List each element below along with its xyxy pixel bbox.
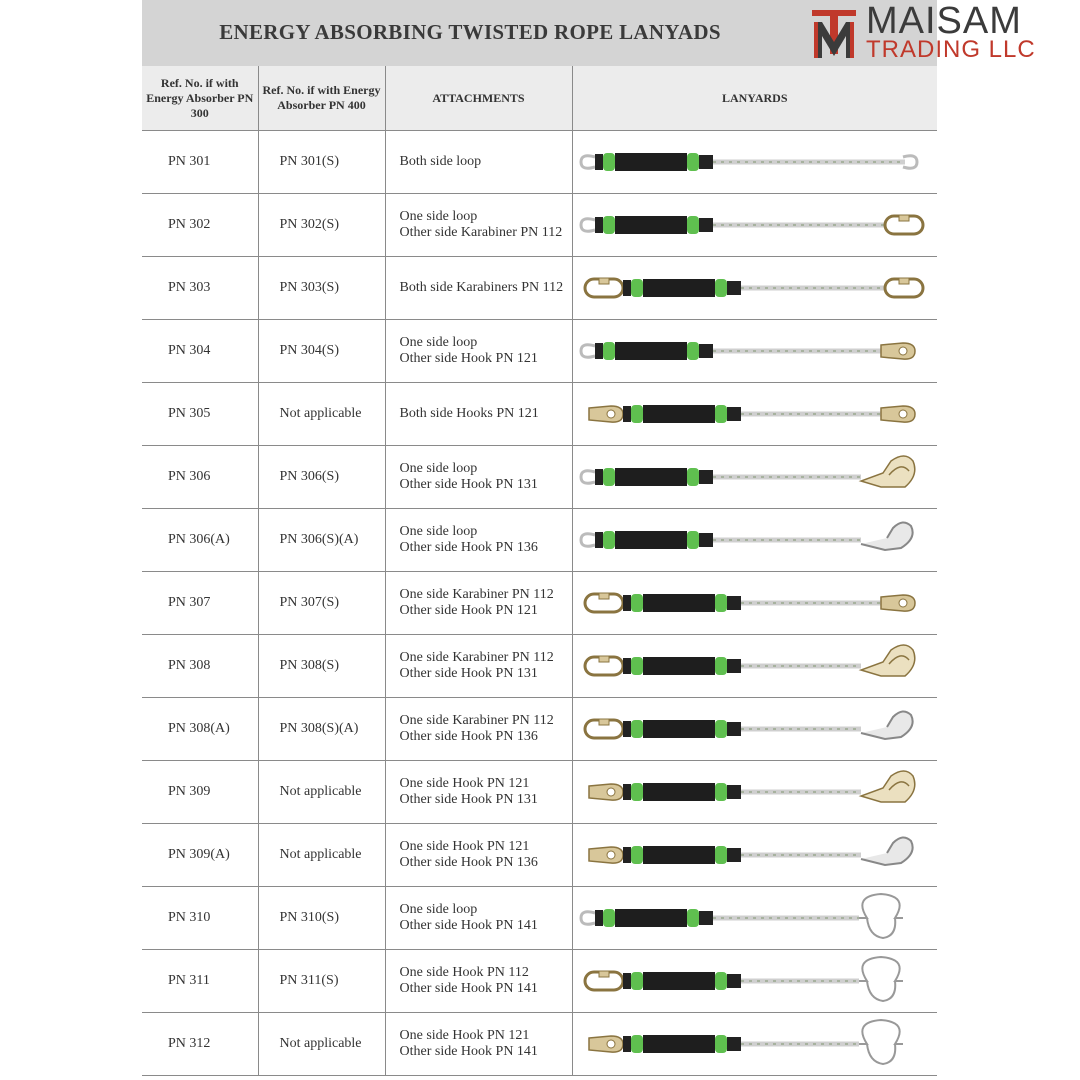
col-header-attachments: ATTACHMENTS bbox=[385, 66, 572, 131]
attachment-line: One side Karabiner PN 112 bbox=[399, 587, 554, 602]
lanyard-icon bbox=[573, 509, 938, 571]
attachment-line: One side Hook PN 121 bbox=[399, 776, 530, 791]
attachment-line: Other side Hook PN 121 bbox=[399, 603, 538, 618]
attachments-cell bbox=[385, 446, 572, 509]
pn300-cell: PN 308(A) bbox=[142, 698, 258, 761]
lanyard-image-cell bbox=[572, 383, 937, 446]
snap-hook-icon bbox=[881, 406, 915, 422]
table-row bbox=[142, 446, 937, 509]
attachments-cell bbox=[385, 635, 572, 698]
energy-absorber-icon bbox=[643, 657, 715, 675]
scaffold-hook-icon bbox=[861, 456, 915, 487]
table-row bbox=[142, 572, 937, 635]
lanyard-image-cell bbox=[572, 761, 937, 824]
attachment-line: One side loop bbox=[399, 902, 478, 917]
attachments-cell bbox=[385, 194, 572, 257]
lanyard-icon bbox=[573, 887, 938, 949]
lanyard-image-cell bbox=[572, 131, 937, 194]
lanyard-icon bbox=[573, 635, 938, 697]
attachment-line: Other side Hook PN 136 bbox=[399, 729, 538, 744]
lanyard-image-cell bbox=[572, 635, 937, 698]
energy-absorber-icon bbox=[643, 279, 715, 297]
lanyard-image-cell bbox=[572, 446, 937, 509]
attachment-line: Both side loop bbox=[399, 154, 482, 169]
energy-absorber-icon bbox=[615, 909, 687, 927]
attachments-cell bbox=[385, 698, 572, 761]
attachment-line: Other side Karabiner PN 112 bbox=[399, 225, 563, 240]
pn400-cell: PN 303(S) bbox=[258, 257, 385, 320]
pole-strap-hook-icon bbox=[859, 1020, 903, 1064]
pole-strap-hook-icon bbox=[859, 894, 903, 938]
lanyard-icon bbox=[573, 761, 938, 823]
attachments-cell bbox=[385, 761, 572, 824]
snap-hook-icon bbox=[589, 784, 623, 800]
pn400-cell: PN 302(S) bbox=[258, 194, 385, 257]
aluminium-hook-icon bbox=[861, 711, 913, 739]
attachments-cell bbox=[385, 257, 572, 320]
loop-end-icon bbox=[581, 912, 595, 924]
attachments-cell bbox=[385, 131, 572, 194]
lanyard-icon bbox=[573, 320, 938, 382]
attachment-line: Other side Hook PN 136 bbox=[399, 855, 538, 870]
lanyard-image-cell bbox=[572, 824, 937, 887]
lanyard-icon bbox=[573, 194, 938, 256]
pn400-cell: PN 307(S) bbox=[258, 572, 385, 635]
table-row bbox=[142, 887, 937, 950]
table-row bbox=[142, 257, 937, 320]
scaffold-hook-icon bbox=[861, 645, 915, 676]
pn400-cell: Not applicable bbox=[258, 1013, 385, 1076]
pn300-cell: PN 311 bbox=[142, 950, 258, 1013]
loop-end-icon bbox=[581, 471, 595, 483]
pn300-cell: PN 303 bbox=[142, 257, 258, 320]
lanyard-image-cell bbox=[572, 887, 937, 950]
attachment-line: One side Karabiner PN 112 bbox=[399, 713, 554, 728]
col-header-lanyards: LANYARDS bbox=[572, 66, 937, 131]
attachment-line: Other side Hook PN 141 bbox=[399, 981, 538, 996]
energy-absorber-icon bbox=[643, 972, 715, 990]
snap-hook-icon bbox=[589, 1036, 623, 1052]
table-row bbox=[142, 509, 937, 572]
table-row bbox=[142, 698, 937, 761]
energy-absorber-icon bbox=[615, 531, 687, 549]
table-row bbox=[142, 950, 937, 1013]
energy-absorber-icon bbox=[643, 846, 715, 864]
pn300-cell: PN 308 bbox=[142, 635, 258, 698]
loop-end-icon bbox=[581, 345, 595, 357]
pn400-cell: PN 308(S) bbox=[258, 635, 385, 698]
attachments-cell bbox=[385, 572, 572, 635]
page-title: ENERGY ABSORBING TWISTED ROPE LANYADS bbox=[219, 20, 721, 44]
lanyard-image-cell bbox=[572, 698, 937, 761]
attachment-line: One side loop bbox=[399, 209, 478, 224]
pn400-cell: PN 304(S) bbox=[258, 320, 385, 383]
lanyard-table bbox=[142, 66, 937, 1076]
snap-hook-icon bbox=[589, 847, 623, 863]
col-header-pn400: Ref. No. if with Energy Absorber PN 400 bbox=[258, 66, 385, 131]
lanyard-icon bbox=[573, 446, 938, 508]
table-header-row bbox=[142, 66, 937, 131]
attachments-cell bbox=[385, 887, 572, 950]
table-row bbox=[142, 320, 937, 383]
energy-absorber-icon bbox=[643, 1035, 715, 1053]
lanyard-icon bbox=[573, 131, 938, 193]
table-row bbox=[142, 383, 937, 446]
attachments-cell bbox=[385, 509, 572, 572]
pn300-cell: PN 306 bbox=[142, 446, 258, 509]
energy-absorber-icon bbox=[643, 405, 715, 423]
pn400-cell: PN 306(S)(A) bbox=[258, 509, 385, 572]
scaffold-hook-icon bbox=[861, 771, 915, 802]
pn400-cell: PN 306(S) bbox=[258, 446, 385, 509]
attachment-line: Other side Hook PN 141 bbox=[399, 918, 538, 933]
company-logo bbox=[808, 2, 1058, 62]
pn400-cell: PN 310(S) bbox=[258, 887, 385, 950]
attachment-line: Both side Hooks PN 121 bbox=[399, 406, 539, 421]
snap-hook-icon bbox=[589, 406, 623, 422]
energy-absorber-icon bbox=[643, 783, 715, 801]
table-row bbox=[142, 131, 937, 194]
lanyard-image-cell bbox=[572, 572, 937, 635]
lanyard-icon bbox=[573, 1013, 938, 1075]
lanyard-icon bbox=[573, 950, 938, 1012]
pn300-cell: PN 306(A) bbox=[142, 509, 258, 572]
attachment-line: Other side Hook PN 141 bbox=[399, 1044, 538, 1059]
lanyard-image-cell bbox=[572, 194, 937, 257]
pn400-cell: Not applicable bbox=[258, 824, 385, 887]
table-row bbox=[142, 761, 937, 824]
attachment-line: One side Hook PN 121 bbox=[399, 1028, 530, 1043]
attachment-line: Other side Hook PN 131 bbox=[399, 666, 538, 681]
pn300-cell: PN 307 bbox=[142, 572, 258, 635]
lanyard-icon bbox=[573, 824, 938, 886]
pn300-cell: PN 304 bbox=[142, 320, 258, 383]
attachment-line: Other side Hook PN 136 bbox=[399, 540, 538, 555]
logo-name: MAISAM bbox=[866, 0, 1022, 42]
pole-strap-hook-icon bbox=[859, 957, 903, 1001]
pn300-cell: PN 312 bbox=[142, 1013, 258, 1076]
energy-absorber-icon bbox=[615, 153, 687, 171]
attachments-cell bbox=[385, 383, 572, 446]
attachment-line: Other side Hook PN 131 bbox=[399, 792, 538, 807]
attachment-line: Other side Hook PN 131 bbox=[399, 477, 538, 492]
logo-subtitle: TRADING LLC bbox=[866, 36, 1036, 63]
lanyard-image-cell bbox=[572, 509, 937, 572]
pn300-cell: PN 310 bbox=[142, 887, 258, 950]
pn400-cell: Not applicable bbox=[258, 761, 385, 824]
attachments-cell bbox=[385, 320, 572, 383]
lanyard-icon bbox=[573, 572, 938, 634]
attachment-line: Both side Karabiners PN 112 bbox=[399, 280, 564, 295]
lanyard-image-cell bbox=[572, 320, 937, 383]
snap-hook-icon bbox=[881, 343, 915, 359]
pn300-cell: PN 309 bbox=[142, 761, 258, 824]
table-row bbox=[142, 824, 937, 887]
energy-absorber-icon bbox=[643, 594, 715, 612]
pn400-cell: PN 308(S)(A) bbox=[258, 698, 385, 761]
lanyard-image-cell bbox=[572, 257, 937, 320]
energy-absorber-icon bbox=[615, 342, 687, 360]
attachments-cell bbox=[385, 1013, 572, 1076]
attachments-cell bbox=[385, 824, 572, 887]
energy-absorber-icon bbox=[615, 216, 687, 234]
attachment-line: One side loop bbox=[399, 335, 478, 350]
loop-end-icon bbox=[903, 156, 917, 168]
energy-absorber-icon bbox=[615, 468, 687, 486]
lanyard-icon bbox=[573, 698, 938, 760]
lanyard-icon bbox=[573, 257, 938, 319]
aluminium-hook-icon bbox=[861, 837, 913, 865]
table-row bbox=[142, 1013, 937, 1076]
pn300-cell: PN 309(A) bbox=[142, 824, 258, 887]
attachment-line: One side loop bbox=[399, 524, 478, 539]
attachment-line: One side loop bbox=[399, 461, 478, 476]
col-header-pn300: Ref. No. if with Energy Absorber PN 300 bbox=[142, 66, 258, 131]
loop-end-icon bbox=[581, 534, 595, 546]
lanyard-image-cell bbox=[572, 1013, 937, 1076]
attachment-line: One side Hook PN 121 bbox=[399, 839, 530, 854]
pn400-cell: Not applicable bbox=[258, 383, 385, 446]
table-row bbox=[142, 194, 937, 257]
lanyard-image-cell bbox=[572, 950, 937, 1013]
attachments-cell bbox=[385, 950, 572, 1013]
pn300-cell: PN 301 bbox=[142, 131, 258, 194]
loop-end-icon bbox=[581, 156, 595, 168]
table-row bbox=[142, 635, 937, 698]
logo-emblem-icon bbox=[808, 2, 860, 62]
loop-end-icon bbox=[581, 219, 595, 231]
pn400-cell: PN 301(S) bbox=[258, 131, 385, 194]
pn300-cell: PN 305 bbox=[142, 383, 258, 446]
snap-hook-icon bbox=[881, 595, 915, 611]
pn400-cell: PN 311(S) bbox=[258, 950, 385, 1013]
pn300-cell: PN 302 bbox=[142, 194, 258, 257]
energy-absorber-icon bbox=[643, 720, 715, 738]
aluminium-hook-icon bbox=[861, 522, 913, 550]
attachment-line: One side Hook PN 112 bbox=[399, 965, 529, 980]
attachment-line: Other side Hook PN 121 bbox=[399, 351, 538, 366]
lanyard-icon bbox=[573, 383, 938, 445]
attachment-line: One side Karabiner PN 112 bbox=[399, 650, 554, 665]
